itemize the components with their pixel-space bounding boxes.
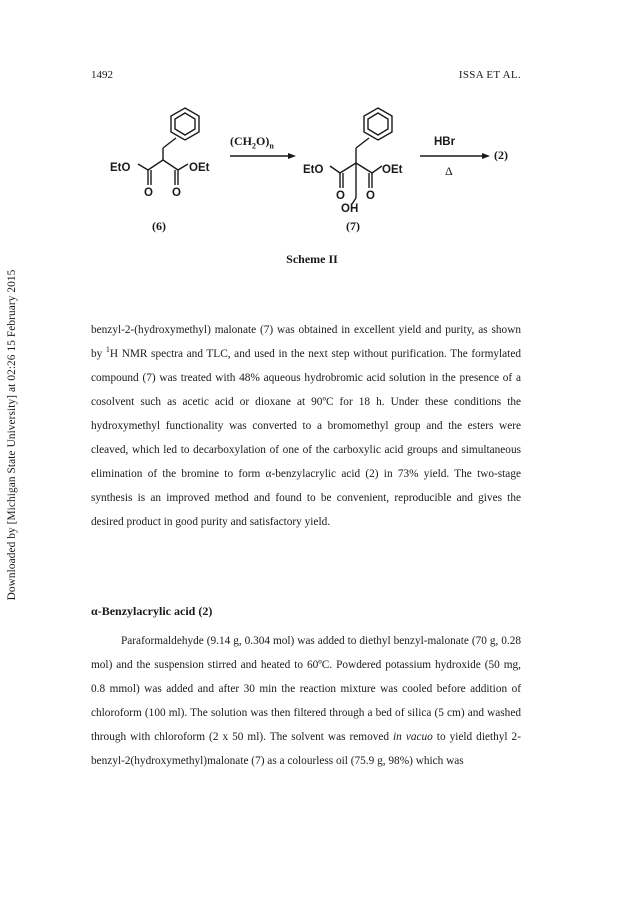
compound7-benzene-inner (368, 113, 388, 135)
arrow-2-head (482, 153, 490, 159)
compound7-carbonyl-o-left: O (336, 190, 345, 202)
download-watermark-text: Downloaded by [Michigan State University] at 02:26 15 February 2015 (6, 269, 18, 601)
compound6-carbonyl-o-left: O (144, 187, 153, 199)
page-number: 1492 (91, 69, 113, 81)
compound6-benzene-inner (175, 113, 195, 135)
reaction-scheme (90, 98, 530, 233)
compound7-carbonyl-o-right: O (366, 190, 375, 202)
scheme-caption: Scheme II (286, 252, 338, 266)
compound6-eto-label: EtO (110, 162, 131, 174)
compound7-eto-label: EtO (303, 164, 324, 176)
reagent-paraformaldehyde: $(CH_2O)_n$ (230, 134, 274, 151)
compound7-label: (7) (346, 219, 360, 233)
section-heading: α-Benzylacrylic acid (2) (91, 604, 213, 618)
reagent-hbr: HBr (434, 136, 456, 148)
compound6-oet-label: OEt (189, 162, 210, 174)
compound6-carbonyl-o-right: O (172, 187, 181, 199)
paragraph-experimental: Paraformaldehyde (9.14 g, 0.304 mol) was added to diethyl benzyl-malonate (70 g, 0.28 mol) and the suspension stirred and heated to 60ºC. Powdered potassium hydroxide (50 mg, 0.8 mmol) was added and after 30 min the reaction mixture was cooled before addition of chloroform (100 ml). The solution was then filtered through a bed of silica (5 cm) and washed through with chloroform (2 x 50 ml). The solvent was removed in vacuo to yield diethyl 2-benzyl-2(hydroxymethyl)malonate (7) as a colourless oil (75.9 g, 98%) which was (91, 635, 521, 767)
compound6-label: (6) (152, 219, 166, 233)
product-2-label: (2) (494, 148, 508, 162)
compound7-hydroxyl-label: OH (341, 203, 359, 215)
running-head: ISSA ET AL. (458, 69, 521, 81)
reagent-heat-symbol: Δ (445, 164, 453, 178)
compound7-oet-label: OEt (382, 164, 403, 176)
download-watermark (2, 200, 22, 670)
paragraph-discussion: benzyl-2-(hydroxymethyl) malonate (7) was obtained in excellent yield and purity, as shown by $^1$H NMR spectra and TLC, and used in the next step without purification. The formylated compound (7) was treated with 48% aqueous hydrobromic acid solution in the presence of a cosolvent such as acetic acid or dioxane at 90ºC for 18 h. Under these conditions the hydroxymethyl functionality was converted to a bromomethyl group and the esters were cleaved, which led to decarboxylation of one of the carboxylic acid groups and simultaneous elimination of the bromine to form α-benzylacrylic acid (2) in 73% yield. The two-stage synthesis is an improved method and found to be convenient, reproducible and gives the desired product in good purity and satisfactory yield. (91, 324, 521, 528)
arrow-1-head (288, 153, 296, 159)
